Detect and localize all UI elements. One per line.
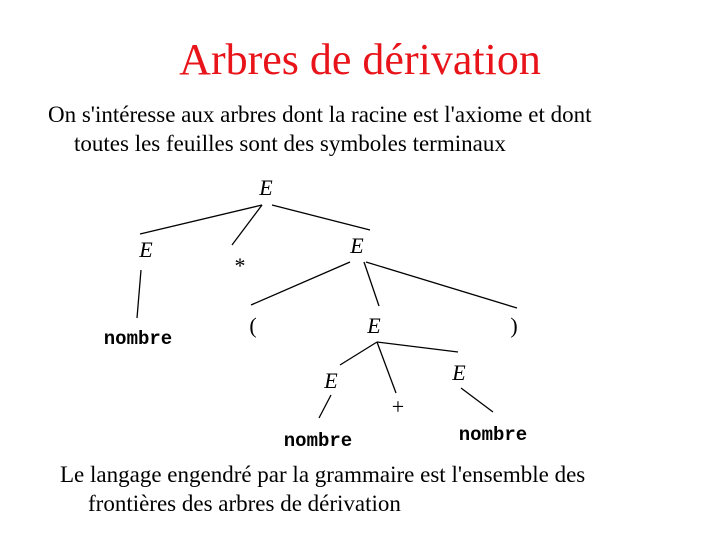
- conclusion-line-2: frontières des arbres de dérivation: [88, 491, 401, 516]
- tree-node-star: *: [234, 253, 246, 278]
- slide-title: Arbres de dérivation: [179, 35, 541, 84]
- intro-line-1: On s'intéresse aux arbres dont la racine est l'axiome et dont: [48, 102, 592, 127]
- tree-edge-inner_left-leaf_left: [319, 395, 331, 418]
- tree-node-right-e: E: [350, 233, 364, 258]
- tree-edge-inner_right-leaf_right: [461, 388, 493, 412]
- tree-leaf-nombre-1: nombre: [103, 328, 173, 350]
- conclusion-line-1: Le langage engendré par la grammaire est l'ensemble des: [60, 462, 586, 487]
- tree-edge-inner-inner_right: [377, 342, 458, 352]
- tree-edge-inner-inner_left: [340, 342, 377, 365]
- tree-node-inner-right-e: E: [452, 360, 466, 385]
- tree-node-root: E: [259, 175, 273, 200]
- tree-edge-root-right: [272, 205, 370, 230]
- tree-node-rparen: ): [510, 313, 518, 338]
- tree-edge-right-lparen: [251, 262, 350, 305]
- tree-leaf-nombre-3: nombre: [458, 424, 528, 446]
- tree-node-plus: +: [391, 394, 405, 419]
- tree-node-inner-left-e: E: [324, 368, 338, 393]
- tree-node-inner-e: E: [367, 313, 381, 338]
- tree-edge-inner-plus: [377, 342, 396, 393]
- intro-line-2: toutes les feuilles sont des symboles terminaux: [74, 131, 506, 156]
- tree-edge-left-left_leaf: [137, 270, 141, 318]
- tree-edge-right-inner: [364, 262, 379, 306]
- tree-node-lparen: (: [249, 313, 257, 338]
- tree-leaf-nombre-2: nombre: [283, 430, 353, 452]
- tree-edge-right-rparen: [366, 262, 517, 308]
- tree-node-left-e: E: [139, 237, 153, 262]
